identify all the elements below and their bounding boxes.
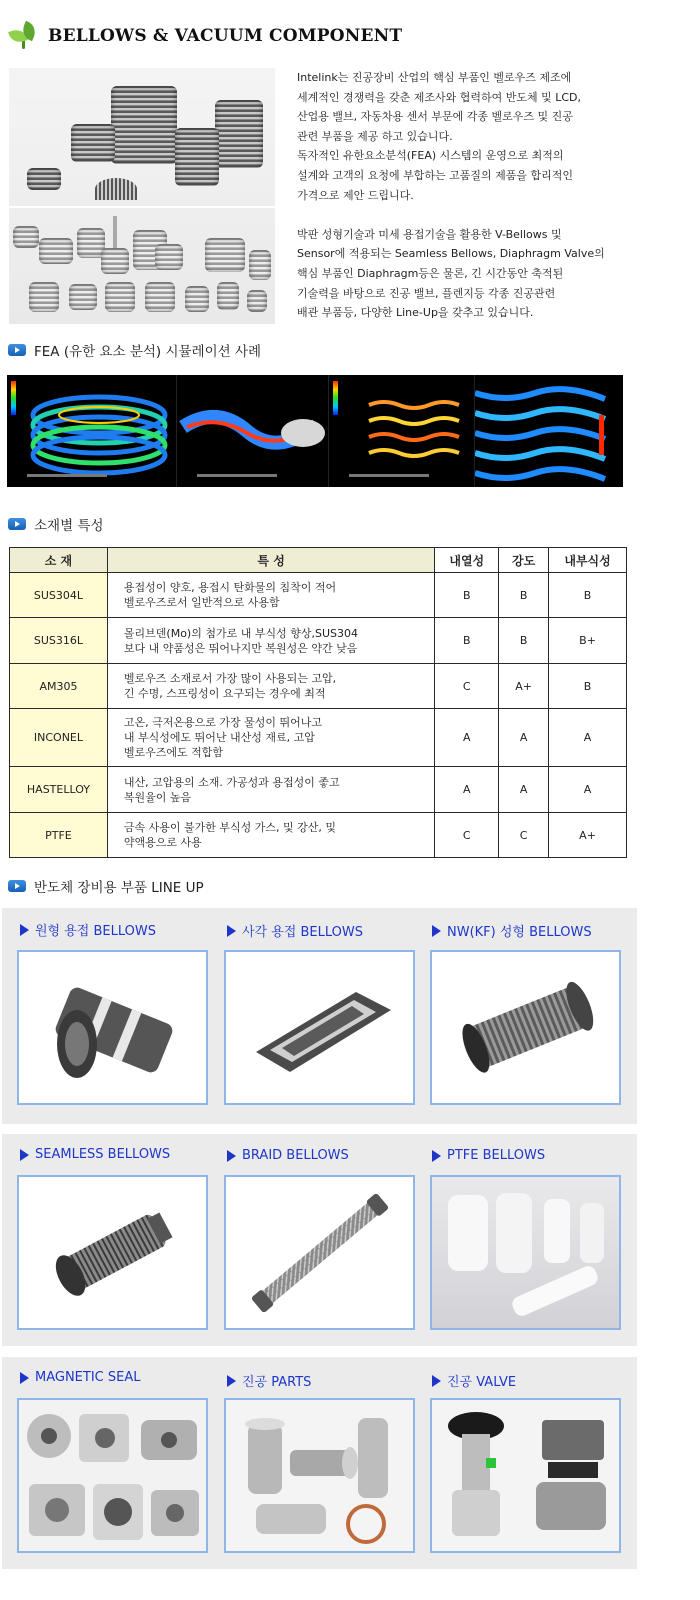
- fea-image-3: [329, 375, 475, 487]
- corrosion-grade: A: [549, 767, 627, 813]
- column-header: 특 성: [107, 548, 434, 573]
- section-title: FEA (유한 요소 분석) 시뮬레이션 사례: [34, 344, 262, 360]
- material-feature: 몰리브덴(Mo)의 첨가로 내 부식성 향상,SUS304 보다 내 약품성은 뛰어나지만 복원성은 약간 낮음: [107, 618, 434, 664]
- material-name: SUS304L: [10, 573, 108, 618]
- column-header: 내부식성: [549, 548, 627, 573]
- product-image-vacuum-parts[interactable]: [224, 1398, 415, 1553]
- section-title: 반도체 장비용 부품 LINE UP: [34, 880, 204, 896]
- material-feature: 금속 사용이 불가한 부식성 가스, 및 강산, 및 약액용으로 사용: [107, 813, 434, 858]
- page-title: BELLOWS & VACUUM COMPONENT: [48, 26, 403, 46]
- material-name: SUS316L: [10, 618, 108, 664]
- product-label[interactable]: 진공 PARTS: [227, 1371, 311, 1390]
- section-title: 소재별 특성: [34, 518, 104, 534]
- product-image-round-welded-bellows[interactable]: [17, 950, 208, 1105]
- corrosion-grade: B: [549, 664, 627, 709]
- product-label[interactable]: BRAID BELLOWS: [227, 1148, 349, 1163]
- material-properties-table: [9, 547, 627, 858]
- material-name: INCONEL: [10, 709, 108, 767]
- table-row: [10, 813, 627, 858]
- section-header-fea: [8, 340, 261, 360]
- material-feature: 용접성이 양호, 용접시 탄화물의 침착이 적어 벨로우즈로서 일반적으로 사용함: [107, 573, 434, 618]
- material-feature: 내산, 고압용의 소재. 가공성과 용접성이 좋고 복원율이 높음: [107, 767, 434, 813]
- triangle-icon: [20, 1372, 29, 1384]
- corrosion-grade: A: [549, 709, 627, 767]
- triangle-icon: [20, 1149, 29, 1161]
- section-header-lineup: [8, 876, 204, 896]
- heat-grade: C: [435, 813, 499, 858]
- product-label[interactable]: 사각 용접 BELLOWS: [227, 921, 363, 940]
- product-label[interactable]: 진공 VALVE: [432, 1371, 516, 1390]
- material-name: HASTELLOY: [10, 767, 108, 813]
- triangle-icon: [432, 925, 441, 937]
- triangle-icon: [227, 925, 236, 937]
- product-image-square-welded-bellows[interactable]: [224, 950, 415, 1105]
- arrow-box-icon: [8, 344, 26, 356]
- strength-grade: B: [499, 573, 549, 618]
- product-label[interactable]: 원형 용접 BELLOWS: [20, 920, 156, 939]
- fea-image-1: [7, 375, 177, 487]
- section-header-materials: [8, 514, 104, 534]
- heat-grade: A: [435, 767, 499, 813]
- column-header: 강도: [499, 548, 549, 573]
- table-row: [10, 573, 627, 618]
- material-feature: 벨로우즈 소재로서 가장 많이 사용되는 고압, 긴 수명, 스프링성이 요구되는 경우에 최적: [107, 664, 434, 709]
- heat-grade: C: [435, 664, 499, 709]
- table-row: [10, 767, 627, 813]
- material-name: PTFE: [10, 813, 108, 858]
- triangle-icon: [227, 1150, 236, 1162]
- table-row: [10, 664, 627, 709]
- product-image-vacuum-valve[interactable]: [430, 1398, 621, 1553]
- table-header-row: [10, 548, 627, 573]
- heat-grade: B: [435, 573, 499, 618]
- leaf-icon: [8, 23, 38, 49]
- corrosion-grade: B: [549, 573, 627, 618]
- page-header: [8, 20, 402, 52]
- column-header: 내열성: [435, 548, 499, 573]
- corrosion-grade: B+: [549, 618, 627, 664]
- table-row: [10, 618, 627, 664]
- fea-image-2: [177, 375, 329, 487]
- intro-paragraph-1: Intelink는 진공장비 산업의 핵심 부품인 벨로우즈 제조에 세계적인 경쟁력을 갖춘 제조사와 협력하여 반도체 및 LCD, 산업용 밸브, 자동차용 센서 부문에 각종 벨로우즈 및 진공 관련 부품을 제공 하고 있습니다. 독자적인 유한요소분석(FEA) 시스템의 운영으로 최적의 설계와 고객의 요청에 부합하는 고품질의 제품을 합리적인 가격으로 제안 드립니다.: [297, 71, 582, 202]
- product-label[interactable]: SEAMLESS BELLOWS: [20, 1147, 170, 1162]
- triangle-icon: [20, 924, 29, 936]
- triangle-icon: [432, 1150, 441, 1162]
- table-row: [10, 709, 627, 767]
- product-image-seamless-bellows[interactable]: [17, 1175, 208, 1330]
- product-label[interactable]: MAGNETIC SEAL: [20, 1370, 140, 1385]
- strength-grade: A: [499, 767, 549, 813]
- arrow-box-icon: [8, 518, 26, 530]
- product-label[interactable]: NW(KF) 성형 BELLOWS: [432, 921, 592, 940]
- strength-grade: B: [499, 618, 549, 664]
- triangle-icon: [227, 1375, 236, 1387]
- product-label[interactable]: PTFE BELLOWS: [432, 1148, 545, 1163]
- heat-grade: A: [435, 709, 499, 767]
- product-image-magnetic-seal[interactable]: [17, 1398, 208, 1553]
- intro-text: [297, 68, 627, 342]
- arrow-box-icon: [8, 880, 26, 892]
- product-image-braid-bellows[interactable]: [224, 1175, 415, 1330]
- bellows-product-photo: [9, 68, 275, 324]
- strength-grade: A+: [499, 664, 549, 709]
- material-name: AM305: [10, 664, 108, 709]
- material-feature: 고온, 극저온용으로 가장 물성이 뛰어나고 내 부식성에도 뛰어난 내산성 재료, 고압 벨로우즈에도 적합함: [107, 709, 434, 767]
- column-header: 소 재: [10, 548, 108, 573]
- triangle-icon: [432, 1375, 441, 1387]
- strength-grade: A: [499, 709, 549, 767]
- product-image-ptfe-bellows[interactable]: [430, 1175, 621, 1330]
- corrosion-grade: A+: [549, 813, 627, 858]
- fea-image-4: [475, 375, 623, 487]
- heat-grade: B: [435, 618, 499, 664]
- fea-simulation-strip: [7, 375, 623, 487]
- product-image-nw-kf-formed-bellows[interactable]: [430, 950, 621, 1105]
- intro-paragraph-2: 박판 성형기술과 미세 용접기술을 활용한 V-Bellows 및 Sensor에 적용되는 Seamless Bellows, Diaphragm Valve의 핵심 부품인 Diaphragm등은 물론, 긴 시간동안 축적된 기술력을 바탕으로 진공 밸브, 플렌지등 각종 진공관련 배관 부품등, 다양한 Line-Up을 갖추고 있습니다.: [297, 227, 605, 320]
- strength-grade: C: [499, 813, 549, 858]
